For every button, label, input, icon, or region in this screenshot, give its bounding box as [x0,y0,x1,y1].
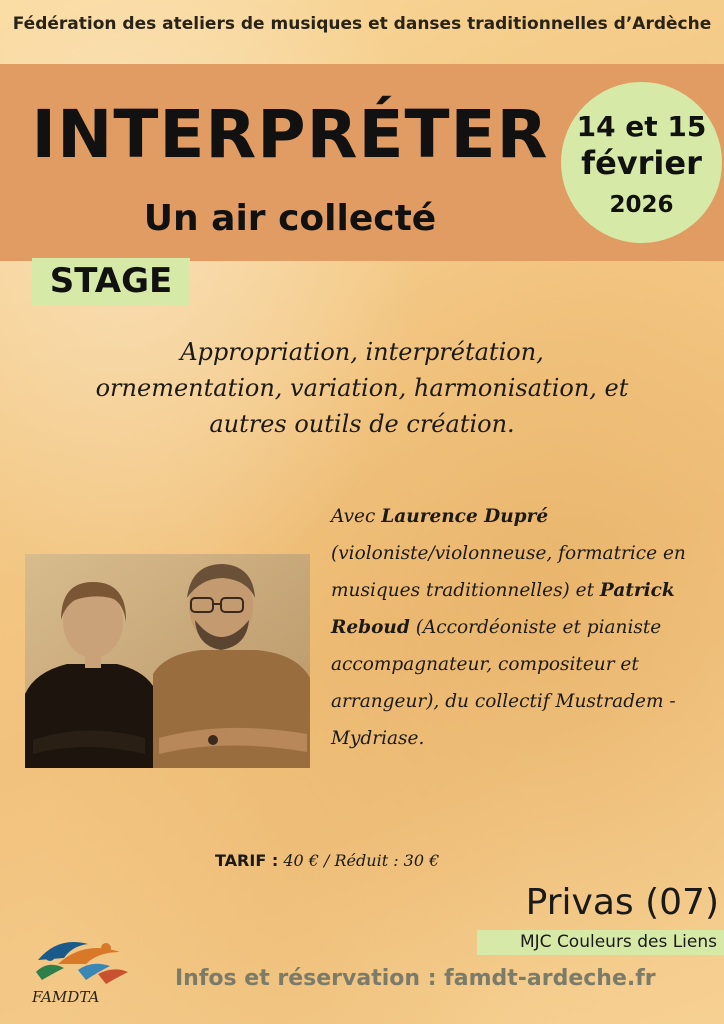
stage-description: Appropriation, interprétation, ornementation, variation, harmonisation, et autres outils de création. [95,338,629,438]
federation-header: Fédération des ateliers de musiques et danses traditionnelles d’Ardèche [12,14,712,34]
date-year: 2026 [609,192,674,218]
teacher-1-description: (violoniste/violonneuse, formatrice en musiques traditionnelles) et [331,543,686,601]
event-city: Privas (07) [525,882,719,923]
page-subtitle: Un air collecté [143,198,437,239]
teacher-1-name: Laurence Dupré [381,506,549,527]
booking-info: Infos et réservation : famdt-ardeche.fr [175,966,656,991]
price-info [215,851,535,870]
date-month: février [581,144,702,182]
teacher-2-name: Patrick Reboud [331,580,675,638]
famdta-logo [28,930,138,1010]
page-title: INTERPRÉTER [31,96,549,173]
bio-intro: Avec [331,506,382,527]
event-venue: MJC Couleurs des Liens [519,932,717,952]
date-days: 14 et 15 [576,110,707,143]
logo-text: FAMDTA [32,988,100,1006]
price-value: 40 € / Réduit : 30 € [278,851,440,870]
teachers-bio [331,498,716,757]
date-badge [561,82,722,243]
teachers-photo [25,554,310,768]
stage-label: STAGE [32,258,190,306]
price-label: TARIF : [215,851,279,870]
teacher-2-description: (Accordéoniste et pianiste accompagnateur, compositeur et arrangeur), du collectif Mustradem - Mydriase. [331,617,676,749]
